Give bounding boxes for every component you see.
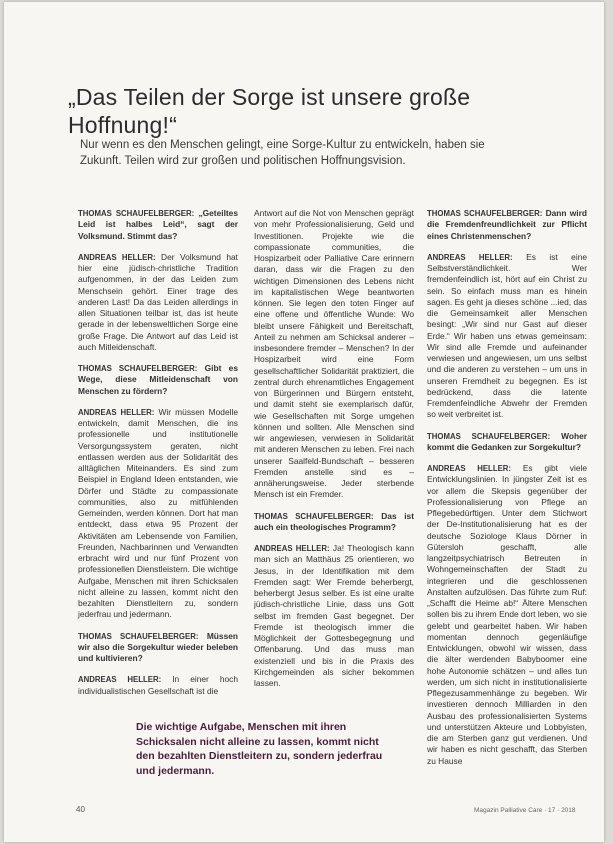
answer-paragraph: [78, 407, 238, 621]
answer-paragraph: [427, 252, 587, 421]
answer-text: Antwort auf die Not von Menschen geprägt von mehr Professionalisierung, Geld und Investitionen. Projekte wie die compassionate communities, die Hospizarbeit oder Palliative Care erinnern daran, dass wir die Fragen zu den wichtigen Dimensionen des Lebens nicht im kapitalistischen Wege beantworten können. Sie legen den toten Finger auf eine offene und öffentliche Wunde: Wo bleibt unsere Fähigkeit und Bereitschaft, Anteil zu nehmen am Schicksal anderer – insbesondere fremder – Menschen? In der Hospizarbeit wird eine Form gesellschaftlicher Solidarität praktiziert, die zentral durch ehrenamtliches Engagement von Bürgerinnen und Bürgern entsteht, und damit steht sie exemplarisch dafür, wie Gesellschaften mit Sorge umgehen können und sollten. Alle Menschen sind wir angewiesen, verwiesen in Solidarität mit anderen Menschen zu leben. Frei nach unserer Saalfeld-Bundschaft – besseren Fremden anstelle sind es – annäherungsweise. Jeder sterbende Mensch ist ein Fremder.: [254, 208, 414, 500]
answer-text: Es ist eine Selbstverständlichkeit. Wer fremdenfeindlich ist, hört auf ein Christ zu sein. So einfach muss man es hinein sagen. Es geht ja dieses schöne ...ied, das die Gemeinsamkeit aller Menschen besingt: „Wir sind nur Gast auf dieser Erde.“ Wir haben uns etwas gemeinsam: Wir sind alle Fremde und aufeinander verwiesen und angewiesen, um uns selbst und die anderen zu verstehen – um uns in unseren Fremdheit zu begegnen. Es ist bedrückend, dass die latente Fremdenfeindliche Abwehr der Fremden so weit verbreitet ist.: [427, 251, 588, 420]
question-text: „Geteiltes Leid ist halbes Leid“, sagt der Volksmund. Stimmt das?: [78, 208, 239, 241]
answer-text: Wir müssen Modelle entwickeln, damit Menschen, die ins professionelle und institutionelle Versorgungssystem geraten, nicht entlassen werden aus der Solidarität des alltäglichen Miteinanders. Es sind zum Beispiel in England Ideen entstanden, wie Dörfer und Städte zu compassionate communities, also zu mitfühlenden Gemeinden, werden können. Dort hat man entdeckt, dass etwa 95 Prozent der Aktivitäten am Lebensende von Familien, Freunden, Nachbarinnen und Verwandten erbracht wird und nur fünf Prozent von professionellen Dienstleistern. Die wichtige Aufgabe, Menschen mit ihren Schicksalen nicht alleine zu lassen, kommt nicht den bezahlten Dienstleitern zu, sondern jederfrau und jedermann.: [78, 406, 238, 620]
answer-text: Es gibt viele Entwicklungslinien. In jüngster Zeit ist es vor allem die Skepsis gegenüber der Professionalisierung von Pflege an Pflegebedürftigen. Unter dem Stichwort der De-Institutionalisierung hat es der deutsche Soziologe Klaus Dörner in Gütersloh geschafft, alle langzeitpsychiatrisch Betreuten in Wohngemeinschaften der Stadt zu integrieren und die geschlossenen Anstalten aufzulösen. Das führte zum Ruf: „Schafft die Heime ab!“ Ältere Menschen sollen bis zu ihrem Ende dort leben, wo sie gelebt und gearbeitet haben. Wir haben momentan dennoch gegenläufige Entwicklungen, obwohl wir wissen, dass die älter werdenden Babyboomer eine hohe Autonomie schätzen – und alles tun werden, um sich nicht in institutionalisierte Pflegezusammenhänge zu begeben. Wir investieren dennoch Milliarden in den Ausbau des professionalisierten Systems und unterstützen Akteure und Lobbyisten, die am Sterben ganz gut verdienen. Und wir haben es nicht geschafft, das Sterben zu Hause: [427, 463, 587, 766]
interviewee-name: ANDREAS HELLER:: [78, 407, 155, 417]
question-paragraph: [254, 511, 414, 534]
interviewee-name: ANDREAS HELLER:: [427, 252, 513, 262]
interviewee-name: ANDREAS HELLER:: [254, 544, 330, 553]
question-paragraph: [427, 431, 587, 454]
page-number: 40: [76, 805, 85, 814]
answer-paragraph: [427, 463, 587, 767]
question-paragraph: [78, 363, 238, 397]
answer-text: In einer hoch individualistischen Gesellschaft ist die: [78, 674, 238, 696]
interviewer-name: THOMAS SCHAUFELBERGER:: [78, 631, 199, 641]
interviewer-name: THOMAS SCHAUFELBERGER:: [78, 364, 198, 373]
answer-text: Ja! Theologisch kann man sich an Matthäus 25 orientieren, wo Jesus, in der Identifikation mit dem Fremden sagt: Wer Fremde beherbergt, beherbergt Jesus selber. Es ist eine uralte jüdisch-christliche Linie, dass uns Gott selbst im fremden Gast begegnet. Der Fremde ist theologisch immer die Möglichkeit der Gottesbegegnung und Offenbarung. Und das muss man existenziell und bis in die Praxis des Kirchgemeinden als sicher bekommen lassen.: [254, 543, 414, 688]
interviewer-name: THOMAS SCHAUFELBERGER:: [427, 209, 543, 218]
pull-quote: Die wichtige Aufgabe, Menschen mit ihren Schicksalen nicht alleine zu lassen, kommt nicht den bezahlten Dienstleitern zu, sondern jederfrau und jedermann.: [136, 721, 383, 777]
text-column-2: [254, 208, 414, 699]
article-lead: Nur wenn es den Menschen gelingt, eine Sorge-Kultur zu entwickeln, haben sie Zukunft. Teilen wird zur großen und politischen Hoffnungsvision.: [80, 139, 485, 167]
magazine-page: [4, 2, 604, 842]
article-title: „Das Teilen der Sorge ist unsere große Hoffnung!“: [68, 84, 471, 139]
question-paragraph: [78, 208, 238, 242]
question-text: Woher kommt die Gedanken zur Sorgekultur?: [427, 430, 587, 452]
magazine-footer: Magazin Palliative Care · 17 · 2018: [474, 807, 576, 814]
answer-paragraph: [78, 252, 238, 353]
interviewer-name: THOMAS SCHAUFELBERGER:: [427, 431, 551, 441]
answer-paragraph: [78, 674, 238, 697]
question-paragraph: [427, 208, 587, 242]
text-column-1: [78, 208, 238, 707]
interviewee-name: ANDREAS HELLER:: [427, 464, 512, 473]
interviewee-name: ANDREAS HELLER:: [78, 675, 162, 685]
question-text: Das ist auch ein theologisches Programm?: [254, 510, 414, 532]
question-text: Dann wird die Fremdenfreundlichkeit zur Pflicht eines Christenmenschen?: [427, 208, 588, 241]
question-text: Gibt es Wege, diese Mitleidenschaft von Menschen zu fördern?: [78, 363, 239, 396]
question-text: Müssen wir also die Sorgekultur wieder beleben und kultivieren?: [78, 630, 238, 663]
text-column-3: [427, 208, 587, 777]
question-paragraph: [78, 631, 238, 665]
answer-paragraph: [254, 208, 414, 501]
interviewer-name: THOMAS SCHAUFELBERGER:: [254, 511, 374, 521]
answer-text: Der Volksmund hat hier eine jüdisch-christliche Tradition aufgenommen, in der das Leiden zum Menschsein gehört. Einer trage des anderen Last! Da das Leiden allerdings in allen Situationen teilbar ist, das ist heute gerade in der lebensweltlichen Sorge eine große Frage. Die Antwort auf das Leid ist auch Mitleidenschaft.: [78, 251, 238, 352]
interviewer-name: THOMAS SCHAUFELBERGER:: [78, 209, 195, 218]
answer-paragraph: [254, 543, 414, 689]
interviewee-name: ANDREAS HELLER:: [78, 252, 156, 262]
